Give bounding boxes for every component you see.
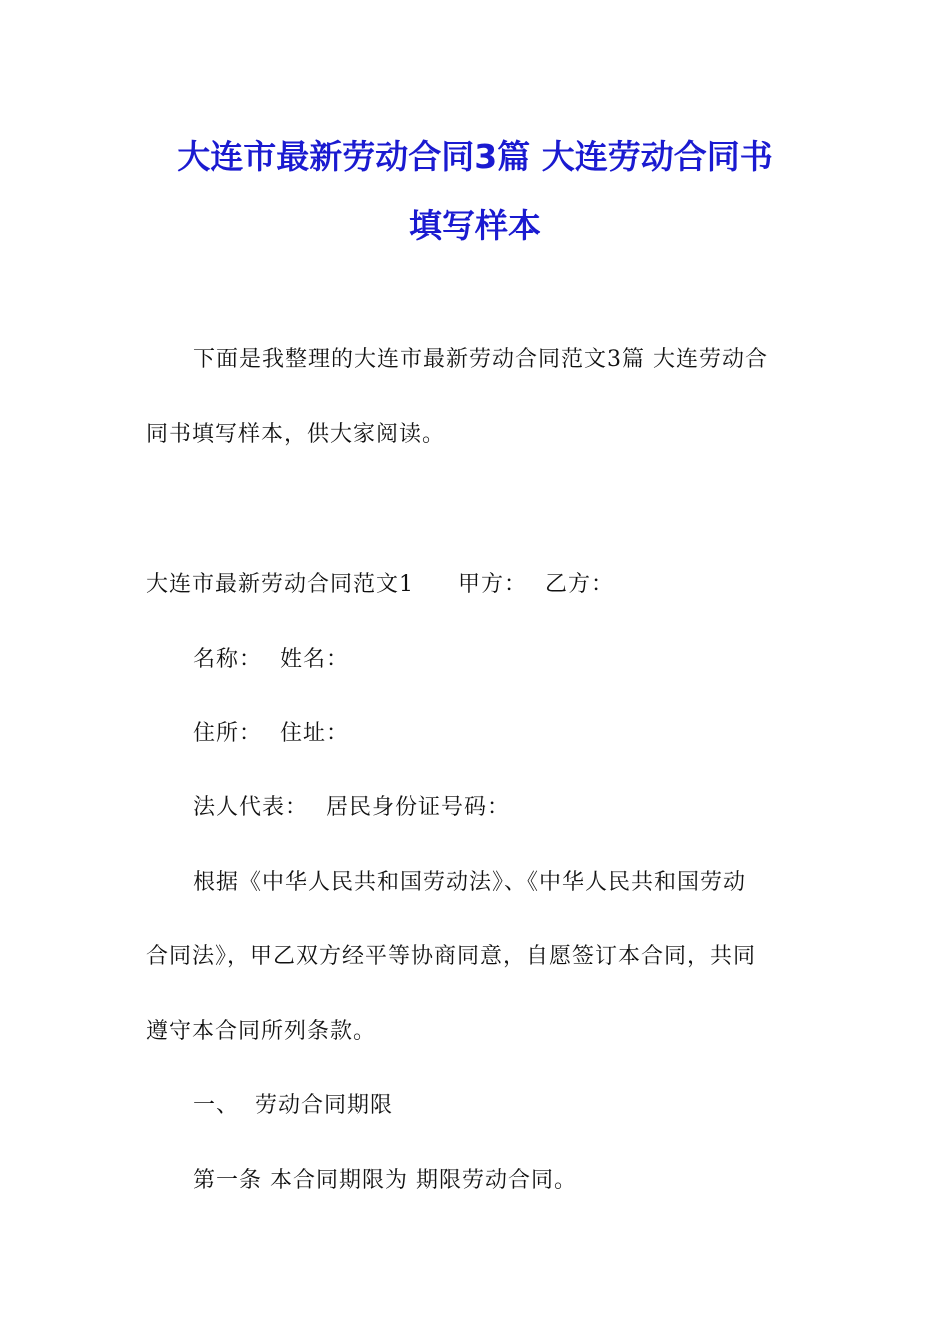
- intro-paragraph-line-2: 同书填写样本，供大家阅读。: [146, 422, 446, 447]
- section-heading: 大连市最新劳动合同范文1: [146, 572, 414, 597]
- legal-rep-row: [193, 797, 510, 819]
- document-title-line-2: 填写样本: [409, 206, 541, 245]
- party-b-label: 乙方：: [545, 572, 615, 597]
- article-one: 第一条 本合同期限为 期限劳动合同。: [193, 1168, 577, 1193]
- residence-row: [193, 723, 349, 745]
- basis-paragraph-line-1: 根据《中华人民共和国劳动法》、《中华人民共和国劳动: [193, 870, 747, 895]
- legal-rep-label: 法人代表：: [193, 795, 309, 820]
- chapter-one-heading: 一、 劳动合同期限: [193, 1093, 393, 1118]
- basis-paragraph-line-2: 合同法》，甲乙双方经平等协商同意，自愿签订本合同，共同: [146, 944, 757, 969]
- section-heading-row: [146, 574, 614, 596]
- document-title-line-1: 大连市最新劳动合同3篇 大连劳动合同书: [177, 137, 773, 176]
- residence-label: 住所：: [193, 721, 263, 746]
- party-a-label: 甲方：: [458, 572, 528, 597]
- address-label: 住址：: [280, 721, 350, 746]
- name-row: [193, 649, 349, 671]
- name-label: 名称：: [193, 647, 263, 672]
- intro-paragraph-line-1: 下面是我整理的大连市最新劳动合同范文3篇 大连劳动合: [193, 347, 768, 372]
- id-number-label: 居民身份证号码：: [326, 795, 511, 820]
- person-name-label: 姓名：: [280, 647, 350, 672]
- basis-paragraph-line-3: 遵守本合同所列条款。: [146, 1019, 377, 1044]
